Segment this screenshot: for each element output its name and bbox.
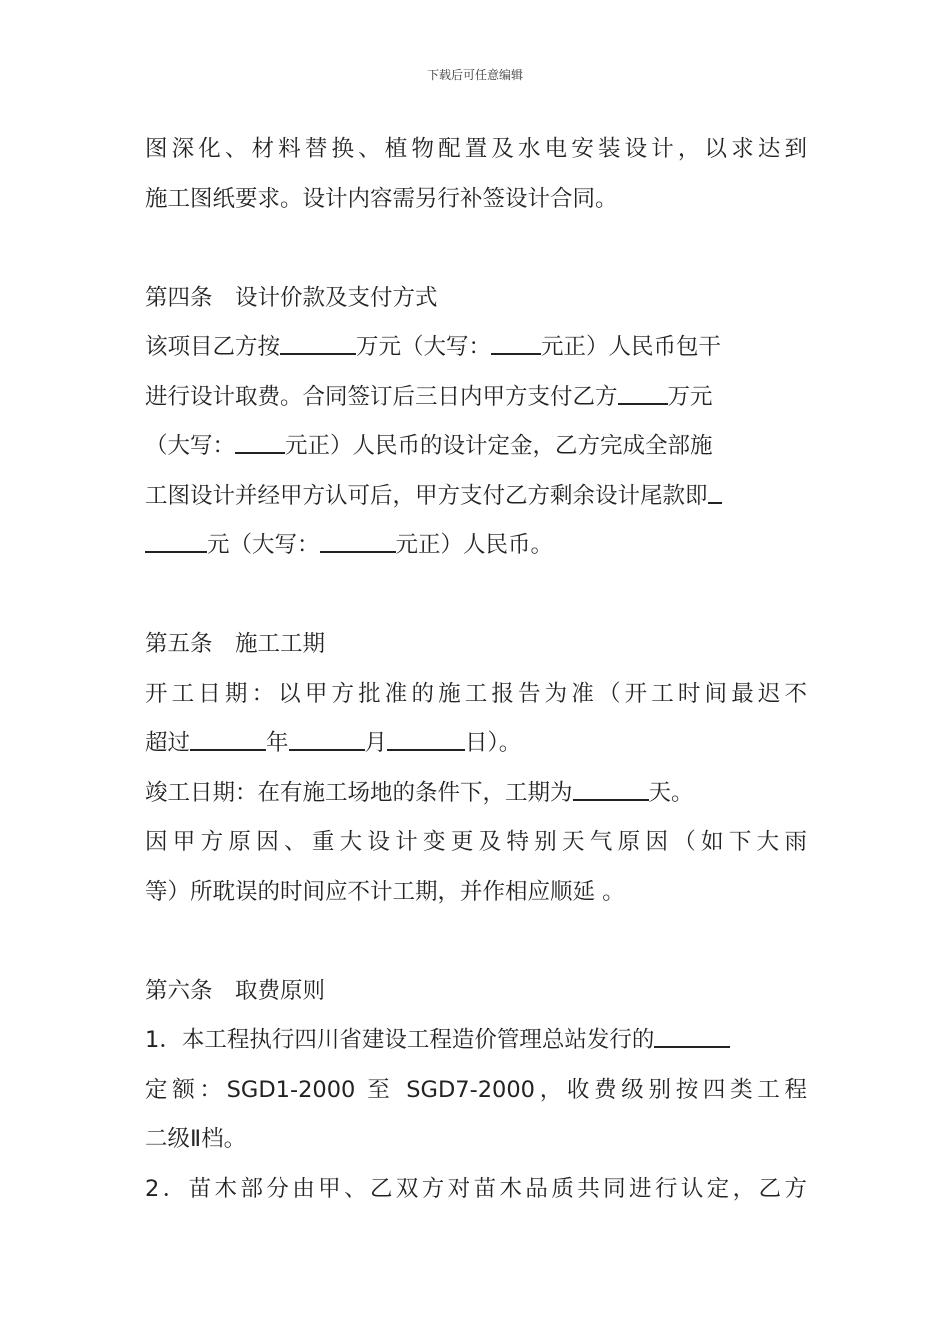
- article-5-line-5: 等）所耽误的时间应不计工期，并作相应顺延 。: [145, 878, 625, 905]
- article-6-line-3: 二级Ⅱ档。: [145, 1126, 247, 1152]
- blank-field: [320, 530, 396, 553]
- article-6-line-1: 1．本工程执行四川省建设工程造价管理总站发行的: [145, 1016, 807, 1066]
- blank-field: [235, 431, 285, 454]
- article-4-line-4: 工图设计并经甲方认可后，甲方支付乙方剩余设计尾款即: [145, 472, 807, 522]
- blank-field: [387, 728, 465, 751]
- article-6-line-2: 定额：SGD1-2000 至 SGD7-2000，收费级别按四类工程: [145, 1076, 807, 1103]
- document-body: [145, 125, 807, 1214]
- blank-field: [491, 332, 541, 355]
- article-4-line-5: 元（大写： 元正）人民币。: [145, 521, 807, 571]
- article-5-line-1: 开工日期：以甲方批准的施工报告为准（开工时间最迟不: [145, 680, 807, 707]
- article-4-title: 第四条 设计价款及支付方式: [145, 284, 438, 311]
- blank-field: [280, 332, 356, 355]
- paragraph-line: 施工图纸要求。设计内容需另行补签设计合同。: [145, 185, 618, 212]
- blank-field: [573, 777, 649, 800]
- article-5-line-2: 超过 年 月 日）。: [145, 719, 807, 769]
- blank-field: [708, 480, 722, 503]
- article-6-line-4: 2．苗木部分由甲、乙双方对苗木品质共同进行认定，乙方: [145, 1175, 807, 1202]
- article-5-line-4: 因甲方原因、重大设计变更及特别天气原因（如下大雨: [145, 829, 807, 855]
- article-6-title: 第六条 取费原则: [145, 977, 326, 1004]
- blank-field: [618, 381, 668, 404]
- blank-field: [190, 728, 266, 751]
- blank-field: [145, 530, 207, 553]
- page-header: 下载后可任意编辑: [426, 68, 523, 82]
- article-5-line-3: 竣工日期：在有施工场地的条件下，工期为 天。: [145, 769, 807, 819]
- article-4-line-1: 该项目乙方按 万元（大写： 元正）人民币包干: [145, 323, 807, 373]
- article-4-line-3: （大写： 元正）人民币的设计定金，乙方完成全部施: [145, 422, 807, 472]
- blank-field: [654, 1025, 730, 1048]
- article-5-title: 第五条 施工工期: [145, 631, 326, 657]
- paragraph-line: 图深化、材料替换、植物配置及水电安装设计，以求达到: [145, 136, 807, 162]
- blank-field: [289, 728, 365, 751]
- article-4-line-2: 进行设计取费。合同签订后三日内甲方支付乙方 万元: [145, 373, 807, 423]
